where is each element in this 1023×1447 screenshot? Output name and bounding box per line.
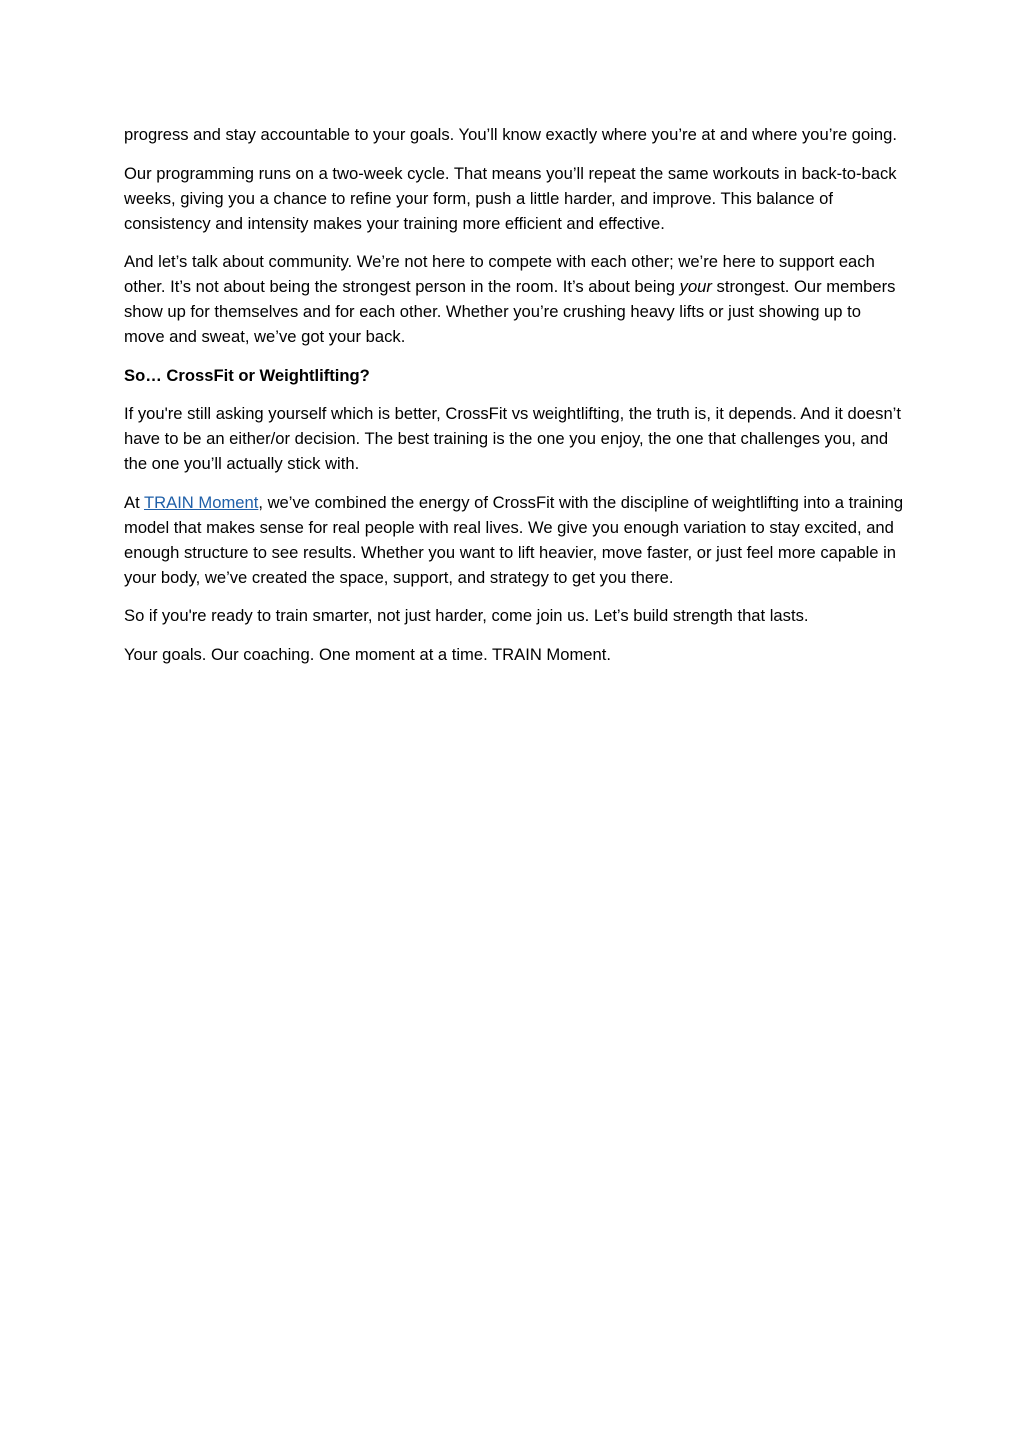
train-moment-link[interactable]: TRAIN Moment (144, 492, 259, 512)
paragraph-call-to-action: So if you're ready to train smarter, not just harder, come join us. Let’s build strength that lasts. (124, 606, 809, 625)
paragraph-closing: Your goals. Our coaching. One moment at a time. TRAIN Moment. (124, 644, 611, 664)
paragraph-community (124, 249, 904, 349)
community-emphasis: your (679, 277, 712, 296)
paragraph-train-moment (124, 490, 904, 590)
community-text-after: strongest. Our members show up for themselves and for each other. Whether you’re crushing heavy lifts or just showing up to move and sweat, we’ve got your back. (124, 277, 896, 346)
paragraph-comparison: If you're still asking yourself which is better, CrossFit vs weightlifting, the truth is, it depends. And it doesn’t have to be an either/or decision. The best training is the one you enjoy, the one that challenges you, and the one you’ll actually stick with. (124, 404, 901, 473)
document-body (124, 122, 904, 680)
paragraph-programming: Our programming runs on a two-week cycle. That means you’ll repeat the same workouts in back-to-back weeks, giving you a chance to refine your form, push a little harder, and improve. This balance of consistency and intensity makes your training more efficient and effective. (124, 163, 897, 233)
section-heading: So… CrossFit or Weightlifting? (124, 365, 370, 385)
paragraph-progress: progress and stay accountable to your goals. You’ll know exactly where you’re at and where you’re going. (124, 125, 897, 144)
train-moment-text-after: , we’ve combined the energy of CrossFit with the discipline of weightlifting into a training model that makes sense for real people with real lives. We give you enough variation to stay excited, and enough structure to see results. Whether you want to lift heavier, move faster, or just feel more capable in your body, we’ve created the space, support, and strategy to get you there. (124, 492, 904, 587)
train-moment-text-before: At (124, 492, 144, 512)
community-text-before: And let’s talk about community. We’re not here to compete with each other; we’re here to support each other. It’s not about being the strongest person in the room. It’s about being (124, 252, 875, 296)
